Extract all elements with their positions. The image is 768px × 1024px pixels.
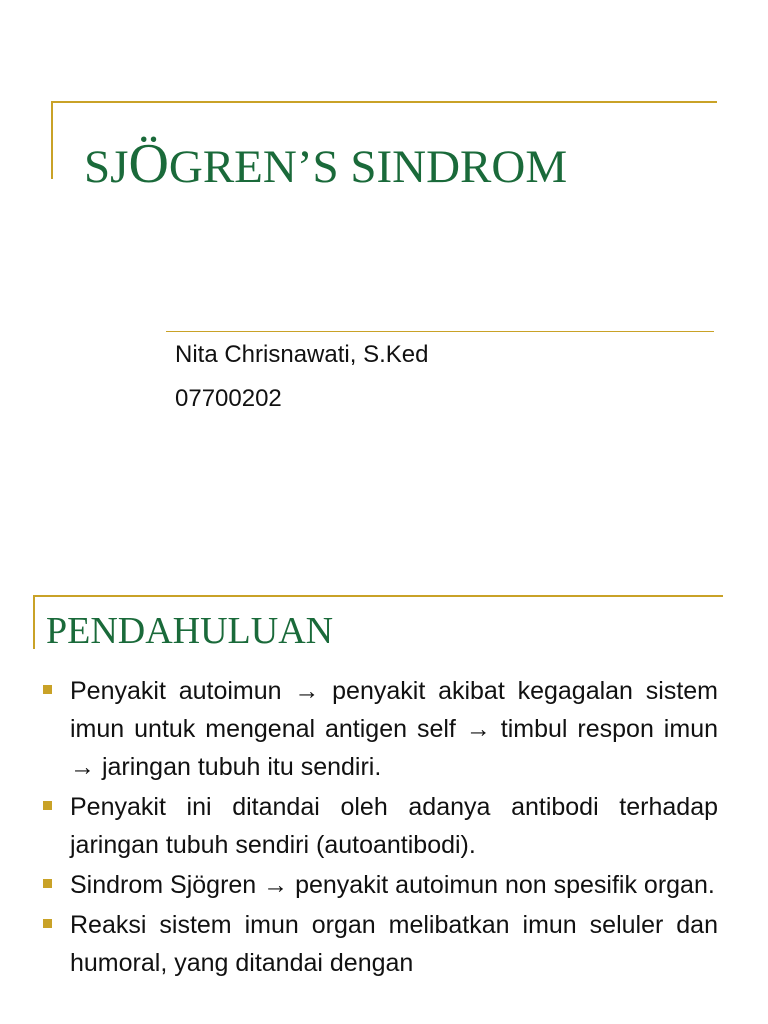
list-item (38, 906, 718, 982)
bullet-square-icon (43, 919, 52, 928)
bullet-text: Penyakit ini ditandai oleh adanya antibodi terhadap jaringan tubuh sendiri (autoantibodi). (70, 793, 718, 859)
slide-title (84, 134, 567, 197)
bullet-square-icon (43, 685, 52, 694)
bullet-square-icon (43, 801, 52, 810)
content-top-rule (33, 595, 723, 597)
bullet-square-icon (43, 879, 52, 888)
content-left-rule (33, 595, 35, 649)
bullet-list (38, 672, 718, 984)
bullet-text: Sindrom Sjögren → penyakit autoimun non spesifik organ. (70, 871, 715, 899)
section-title: PENDAHULUAN (46, 610, 334, 652)
author-name: Nita Chrisnawati, S.Ked (175, 341, 429, 368)
bullet-text: Reaksi sistem imun organ melibatkan imun seluler dan humoral, yang ditandai dengan (70, 911, 718, 977)
subtitle-rule (166, 331, 714, 332)
title-suffix: GREN’S SINDROM (168, 141, 568, 193)
title-left-rule (51, 101, 53, 179)
bullet-text: Penyakit autoimun → penyakit akibat kegagalan sistem imun untuk mengenal antigen self → timbul respon imun → jaringan tubuh itu sendiri. (70, 677, 718, 781)
title-top-rule (51, 101, 717, 103)
content-slide (0, 568, 768, 1024)
title-prefix: SJ (84, 141, 129, 193)
student-id: 07700202 (175, 385, 282, 412)
title-o: Ö (128, 133, 169, 195)
list-item (38, 788, 718, 864)
list-item (38, 672, 718, 786)
list-item (38, 866, 718, 904)
